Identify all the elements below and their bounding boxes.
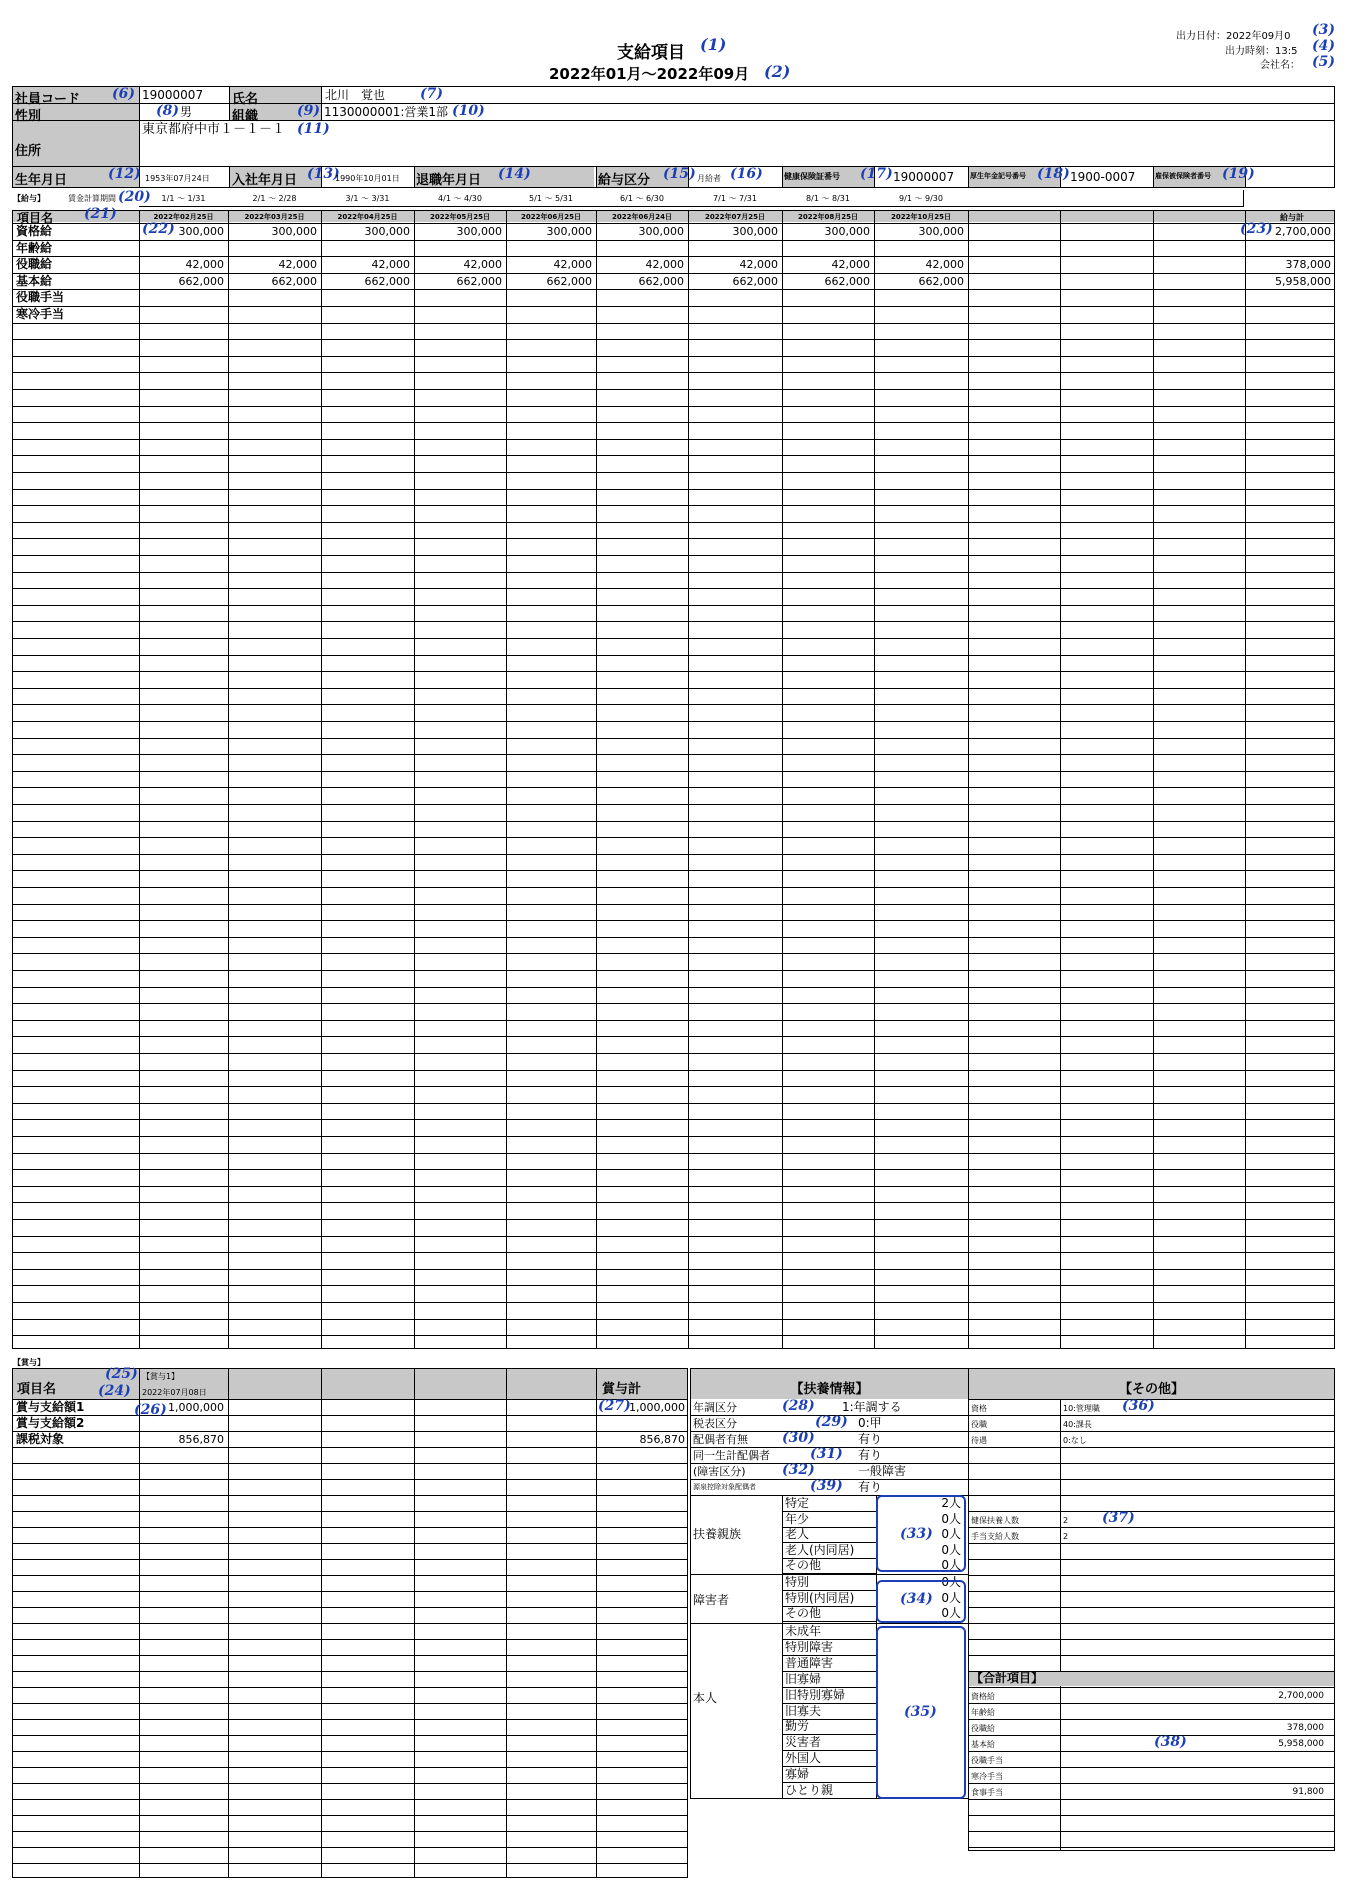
annotation-2: (2) xyxy=(764,62,791,81)
salary-value: 662,000 xyxy=(918,275,964,288)
bonus-col-name: 【賞与1】 xyxy=(142,1372,180,1381)
other-name: 健保扶養人数 xyxy=(971,1516,1019,1525)
bonus-total-header: 賞与計 xyxy=(602,1382,642,1397)
salary-value: 300,000 xyxy=(918,225,964,238)
salary-total: 5,958,000 xyxy=(1275,275,1331,288)
dependents-label: 源泉控除対象配偶者 xyxy=(693,1483,756,1491)
gender-label: 性別 xyxy=(15,109,42,124)
salary-value: 662,000 xyxy=(456,275,502,288)
salary-value: 42,000 xyxy=(185,258,224,271)
annotation-11: (11) xyxy=(297,121,330,137)
salary-value: 662,000 xyxy=(638,275,684,288)
salary-value: 300,000 xyxy=(546,225,592,238)
salary-value: 42,000 xyxy=(739,258,778,271)
other-name: 待遇 xyxy=(971,1436,987,1445)
annotation-6: (6) xyxy=(112,86,135,102)
salary-total-header: 給与計 xyxy=(1280,213,1304,222)
annotation-7: (7) xyxy=(420,86,443,102)
annotation-17: (17) xyxy=(860,166,893,182)
salary-section-label: 【給与】 xyxy=(13,194,45,203)
annotation-25: (25) xyxy=(105,1366,138,1382)
dependents-label: 年調区分 xyxy=(693,1401,737,1414)
retire-label: 退職年月日 xyxy=(416,173,482,188)
annotation-27: (27) xyxy=(598,1398,631,1414)
other-value: 10:管理職 xyxy=(1063,1404,1100,1413)
payment-date: 2022年06月24日 xyxy=(612,213,672,221)
dependents-value: 1:年調する xyxy=(842,1400,902,1414)
other-name: 手当支給人数 xyxy=(971,1532,1019,1541)
totals-name: 年齢給 xyxy=(971,1708,995,1717)
annotation-39: (39) xyxy=(810,1478,843,1494)
self-item: 旧寡婦 xyxy=(785,1671,822,1686)
self-item: 勤労 xyxy=(785,1719,810,1734)
salary-item-name: 寒冷手当 xyxy=(16,307,65,321)
disabled-count: 0人 xyxy=(941,1590,961,1605)
annotation-1: (1) xyxy=(700,35,727,54)
disabled-type: 特別 xyxy=(785,1575,810,1589)
bonus-item-name: 課税対象 xyxy=(16,1432,65,1446)
dependents-value: 0:甲 xyxy=(858,1416,882,1430)
bonus-section-label: 【賞与】 xyxy=(13,1358,45,1367)
family-count: 0人 xyxy=(941,1542,961,1557)
salary-value: 42,000 xyxy=(831,258,870,271)
salary-value: 42,000 xyxy=(925,258,964,271)
salary-value: 662,000 xyxy=(546,275,592,288)
salary-value: 662,000 xyxy=(178,275,224,288)
salary-type-label: 給与区分 xyxy=(598,173,651,188)
salary-value: 42,000 xyxy=(645,258,684,271)
employment-label: 雇保被保険者番号 xyxy=(1155,172,1211,180)
self-item: 旧寡夫 xyxy=(785,1703,822,1718)
other-table xyxy=(968,1368,1335,1851)
health-label: 健康保険証番号 xyxy=(784,172,840,181)
annotation-29: (29) xyxy=(815,1414,848,1430)
totals-name: 食事手当 xyxy=(971,1788,1003,1797)
calc-period: 6/1 ～ 6/30 xyxy=(620,194,664,203)
employee-name: 北川 覚也 xyxy=(325,88,386,102)
output-time: 出力時刻：13:5 xyxy=(1225,46,1298,57)
dependents-label: (障害区分) xyxy=(693,1465,746,1478)
salary-value: 662,000 xyxy=(271,275,317,288)
join-label: 入社年月日 xyxy=(232,173,298,188)
output-date: 出力日付：2022年09月0 xyxy=(1176,31,1291,42)
annotation-9: (9) xyxy=(297,103,320,119)
annotation-8: (8) xyxy=(156,103,179,119)
join-value: 1990年10月01日 xyxy=(335,174,400,183)
birth-label: 生年月日 xyxy=(15,173,68,188)
self-label: 本人 xyxy=(693,1691,718,1705)
salary-item-name: 役職手当 xyxy=(16,290,65,304)
calc-period: 5/1 ～ 5/31 xyxy=(529,194,573,203)
family-label: 扶養親族 xyxy=(693,1527,742,1541)
salary-value: 300,000 xyxy=(824,225,870,238)
salary-item-name: 資格給 xyxy=(16,224,53,238)
bonus-value: 856,870 xyxy=(178,1433,224,1446)
dependents-value: 有り xyxy=(858,1432,883,1446)
totals-name: 役職手当 xyxy=(971,1756,1003,1765)
employee-code-label: 社員コード xyxy=(15,92,81,107)
salary-value: 42,000 xyxy=(278,258,317,271)
self-item: 寡婦 xyxy=(785,1767,810,1782)
salary-total: 2,700,000 xyxy=(1275,225,1331,238)
annotation-26: (26) xyxy=(134,1402,167,1418)
salary-value: 300,000 xyxy=(456,225,502,238)
pension-label: 厚生年金記号番号 xyxy=(970,172,1026,180)
payment-date: 2022年08月25日 xyxy=(798,213,858,221)
self-item: ひとり親 xyxy=(785,1783,834,1797)
other-header: 【その他】 xyxy=(1118,1382,1184,1397)
disabled-label: 障害者 xyxy=(693,1593,730,1607)
employee-name-label: 氏名 xyxy=(232,92,259,107)
annotation-23: (23) xyxy=(1240,221,1273,237)
payment-date: 2022年05月25日 xyxy=(430,213,490,221)
dependents-header: 【扶養情報】 xyxy=(790,1382,869,1397)
payment-date: 2022年10月25日 xyxy=(891,213,951,221)
salary-item-name: 基本給 xyxy=(16,274,53,288)
annotation-24: (24) xyxy=(98,1383,131,1399)
annotation-20: (20) xyxy=(118,189,151,205)
disabled-count: 0人 xyxy=(941,1575,961,1589)
other-name: 資格 xyxy=(971,1404,987,1413)
annotation-18: (18) xyxy=(1037,166,1070,182)
annotation-35: (35) xyxy=(904,1704,937,1720)
bonus-value: 1,000,000 xyxy=(168,1401,224,1414)
totals-value: 378,000 xyxy=(1286,1723,1324,1733)
salary-value: 662,000 xyxy=(732,275,778,288)
self-item: 特別障害 xyxy=(785,1639,834,1654)
bonus-item-name: 賞与支給額1 xyxy=(16,1400,85,1414)
self-item: 旧特別寡婦 xyxy=(785,1687,846,1702)
family-count: 0人 xyxy=(941,1527,961,1541)
annotation-4: (4) xyxy=(1312,38,1335,54)
totals-value: 2,700,000 xyxy=(1278,1691,1324,1701)
bonus-item-header: 項目名 xyxy=(17,1382,57,1397)
org-value: 1130000001:営業1部 xyxy=(324,105,449,119)
totals-name: 資格給 xyxy=(971,1692,995,1701)
employee-code: 19000007 xyxy=(142,88,204,102)
dependents-value: 一般障害 xyxy=(858,1464,907,1478)
salary-value: 662,000 xyxy=(824,275,870,288)
annotation-38: (38) xyxy=(1154,1734,1187,1750)
family-type: その他 xyxy=(785,1558,822,1572)
salary-type-value: 月給者 xyxy=(697,174,721,183)
self-item: 災害者 xyxy=(785,1735,822,1750)
payment-date: 2022年02月25日 xyxy=(153,213,214,221)
other-value: 40:課長 xyxy=(1063,1420,1092,1429)
page-title: 支給項目 xyxy=(617,43,685,63)
birth-value: 1953年07月24日 xyxy=(145,174,210,183)
company-name: 会社名： xyxy=(1260,60,1300,71)
disabled-type: その他 xyxy=(785,1606,822,1620)
family-type: 老人(内同居) xyxy=(785,1542,855,1557)
payment-date: 2022年06月25日 xyxy=(521,213,581,221)
bonus-col-date: 2022年07月08日 xyxy=(142,1388,207,1397)
salary-value: 42,000 xyxy=(553,258,592,271)
dependents-label: 配偶者有無 xyxy=(693,1433,748,1446)
other-value: 2 xyxy=(1063,1532,1069,1541)
bonus-item-name: 賞与支給額2 xyxy=(16,1416,85,1430)
salary-value: 300,000 xyxy=(638,225,684,238)
other-value: 2 xyxy=(1063,1516,1069,1525)
org-label: 組織 xyxy=(232,109,259,124)
bonus-total: 1,000,000 xyxy=(629,1401,685,1414)
calc-period: 2/1 ～ 2/28 xyxy=(252,194,297,203)
annotation-5: (5) xyxy=(1312,54,1335,70)
totals-name: 基本給 xyxy=(971,1740,995,1749)
page-period: 2022年01月～2022年09月 xyxy=(549,65,750,83)
family-type: 年少 xyxy=(785,1511,810,1526)
calc-period: 1/1 ～ 1/31 xyxy=(161,194,206,203)
annotation-34: (34) xyxy=(900,1591,933,1607)
salary-item-name: 年齢給 xyxy=(16,241,53,255)
payment-date: 2022年04月25日 xyxy=(337,213,398,221)
calc-period: 8/1 ～ 8/31 xyxy=(806,194,850,203)
bonus-total: 856,870 xyxy=(639,1433,685,1446)
calc-period: 3/1 ～ 3/31 xyxy=(345,194,390,203)
annotation-31: (31) xyxy=(810,1446,843,1462)
salary-table xyxy=(12,210,1335,1349)
annotation-30: (30) xyxy=(782,1430,815,1446)
dependents-label: 同一生計配偶者 xyxy=(693,1449,770,1462)
payment-date: 2022年07月25日 xyxy=(705,213,765,221)
other-value: 0:なし xyxy=(1063,1436,1087,1445)
family-count: 0人 xyxy=(941,1511,961,1526)
other-name: 役職 xyxy=(971,1420,987,1429)
gender-value: 男 xyxy=(180,105,193,119)
annotation-13: (13) xyxy=(307,166,340,182)
salary-item-name: 役職給 xyxy=(16,257,53,271)
calc-period: 4/1 ～ 4/30 xyxy=(438,194,482,203)
family-type: 特定 xyxy=(785,1496,810,1510)
salary-value: 300,000 xyxy=(732,225,778,238)
self-item: 普通障害 xyxy=(785,1655,834,1670)
annotation-10: (10) xyxy=(452,103,485,119)
dependents-label: 税表区分 xyxy=(693,1417,737,1430)
payment-date: 2022年03月25日 xyxy=(244,213,305,221)
totals-value: 5,958,000 xyxy=(1278,1739,1324,1749)
dependents-value: 有り xyxy=(858,1480,883,1494)
salary-value: 42,000 xyxy=(463,258,502,271)
annotation-14: (14) xyxy=(498,166,531,182)
self-item: 未成年 xyxy=(785,1624,822,1638)
address-label: 住所 xyxy=(15,144,42,159)
totals-name: 寒冷手当 xyxy=(971,1772,1003,1781)
salary-item-header: 項目名 xyxy=(17,211,54,225)
salary-total: 378,000 xyxy=(1285,258,1331,271)
family-count: 0人 xyxy=(941,1558,961,1572)
annotation-37: (37) xyxy=(1102,1510,1135,1526)
address-value: 東京都府中市１－１－１ xyxy=(142,122,286,137)
dependents-value: 有り xyxy=(858,1448,883,1462)
totals-header: 【合計項目】 xyxy=(971,1671,1044,1685)
family-count: 2人 xyxy=(941,1496,961,1510)
health-value: 19000007 xyxy=(893,170,955,184)
annotation-16: (16) xyxy=(730,166,763,182)
salary-value: 300,000 xyxy=(364,225,410,238)
calc-period-label: 賃金計算期間 xyxy=(68,194,116,203)
annotation-19: (19) xyxy=(1222,166,1255,182)
annotation-36: (36) xyxy=(1122,1398,1155,1414)
annotation-21: (21) xyxy=(84,206,117,222)
family-type: 老人 xyxy=(785,1527,810,1541)
salary-value: 300,000 xyxy=(271,225,317,238)
annotation-3: (3) xyxy=(1312,22,1335,38)
salary-value: 662,000 xyxy=(364,275,410,288)
annotation-32: (32) xyxy=(782,1462,815,1478)
salary-value: 300,000 xyxy=(178,225,224,238)
annotation-22: (22) xyxy=(142,221,175,237)
self-item: 外国人 xyxy=(785,1751,822,1766)
calc-period: 9/1 ～ 9/30 xyxy=(899,194,943,203)
disabled-type: 特別(内同居) xyxy=(785,1590,855,1605)
disabled-count: 0人 xyxy=(941,1606,961,1620)
annotation-12: (12) xyxy=(108,166,141,182)
pension-value: 1900-0007 xyxy=(1070,170,1136,184)
totals-name: 役職給 xyxy=(971,1724,995,1733)
totals-value: 91,800 xyxy=(1292,1787,1324,1797)
calc-period: 7/1 ～ 7/31 xyxy=(713,194,757,203)
salary-value: 42,000 xyxy=(371,258,410,271)
annotation-15: (15) xyxy=(663,166,696,182)
annotation-28: (28) xyxy=(782,1398,815,1414)
annotation-33: (33) xyxy=(900,1526,933,1542)
